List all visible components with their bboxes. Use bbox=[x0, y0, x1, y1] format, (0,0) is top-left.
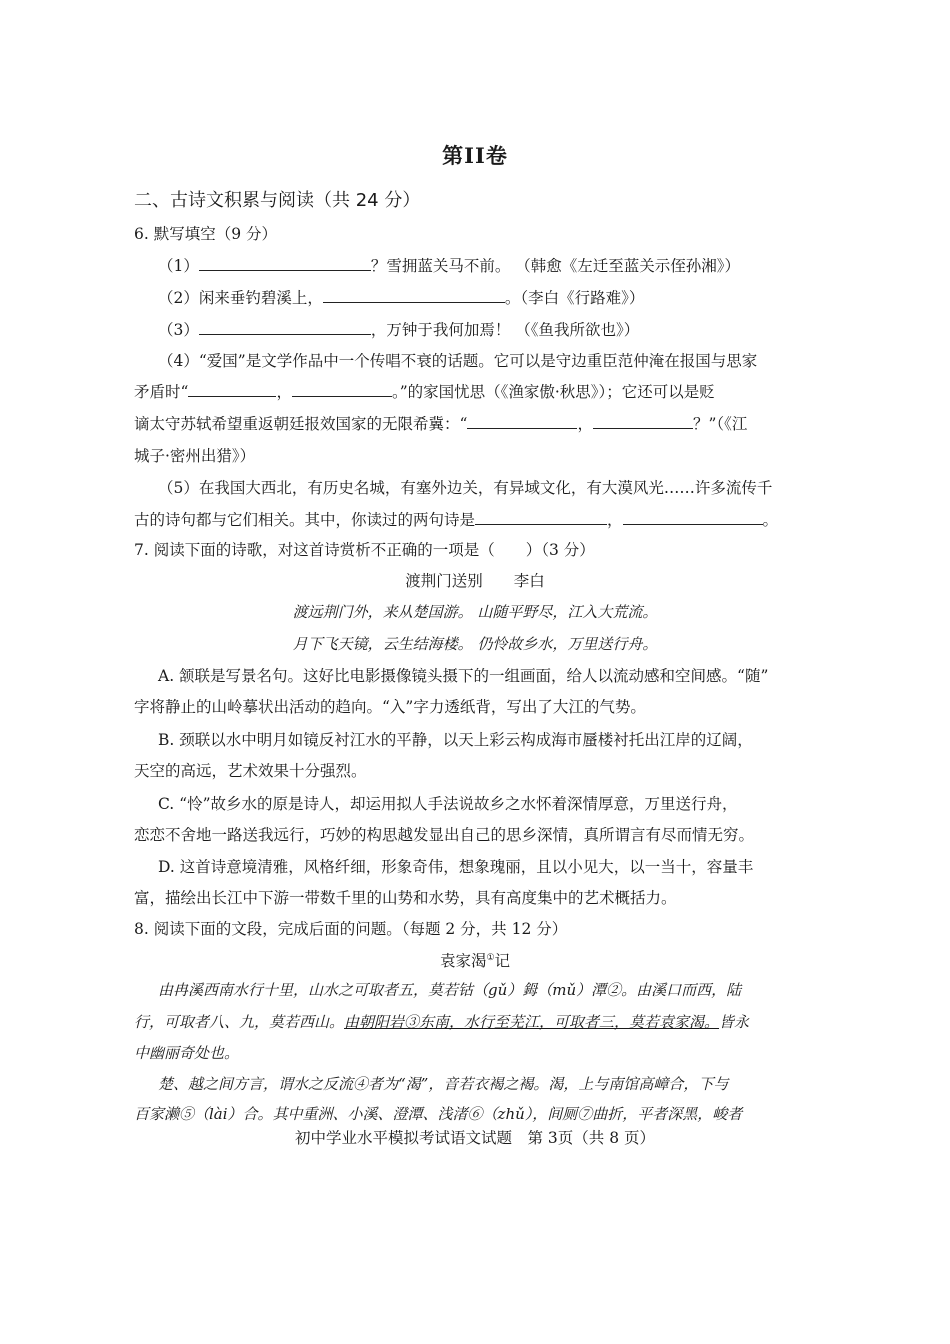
text: ， bbox=[607, 511, 623, 529]
text: 古的诗句都与它们相关。其中，你读过的两句诗是 bbox=[134, 511, 476, 529]
text: 皆永 bbox=[719, 1013, 750, 1031]
option-b-line-2: 天空的高远，艺术效果十分强烈。 bbox=[134, 762, 367, 780]
option-c-line-1: C. “怜”故乡水的原是诗人，却运用拟人手法说故乡之水怀着深情厚意，万里送行舟， bbox=[158, 795, 738, 813]
underlined-sentence: 由朝阳岩③东南，水行至芜江，可取者三，莫若袁家渴。 bbox=[344, 1013, 720, 1031]
essay-p2-line-1: 楚、越之间方言，谓水之反流④者为“渴”，音若衣褐之褐。渴，上与南馆高嶂合，下与 bbox=[158, 1075, 729, 1093]
answer-blank[interactable] bbox=[188, 382, 276, 397]
q8-heading: 8. 阅读下面的文段，完成后面的问题。（每题 2 分，共 12 分） bbox=[134, 920, 568, 938]
q6-line-4c bbox=[134, 414, 747, 434]
q6-line-1 bbox=[158, 256, 740, 276]
option-c-line-2: 恋恋不舍地一路送我远行，巧妙的构思越发显出自己的思乡深情，真所谓言有尽而情无穷。 bbox=[134, 826, 755, 844]
poem-title: 渡荆门送别 李白 bbox=[405, 572, 545, 590]
q6-line-4d: 城子·密州出猎》） bbox=[134, 447, 256, 465]
answer-blank[interactable] bbox=[467, 414, 577, 429]
text: （1） bbox=[158, 257, 199, 275]
text: ， bbox=[276, 383, 292, 401]
footnote-mark: ① bbox=[486, 953, 495, 963]
essay-p1-line-2 bbox=[134, 1012, 749, 1032]
q7-heading: 7. 阅读下面的诗歌，对这首诗赏析不正确的一项是（ ）（3 分） bbox=[134, 541, 595, 559]
text: 。”的家国忧思（《渔家傲·秋思》）；它还可以是贬 bbox=[391, 383, 715, 401]
answer-blank[interactable] bbox=[199, 256, 371, 271]
answer-blank[interactable] bbox=[292, 382, 392, 397]
text: 。（李白《行路难》） bbox=[504, 289, 645, 307]
text: ，万钟于我何加焉！ （《鱼我所欲也》） bbox=[370, 321, 640, 339]
answer-blank[interactable] bbox=[623, 510, 763, 525]
text: （3） bbox=[158, 321, 199, 339]
essay-p1-line-3: 中幽丽奇处也。 bbox=[134, 1044, 240, 1062]
text: （2）闲来垂钓碧溪上， bbox=[158, 289, 323, 307]
section-heading: 二、古诗文积累与阅读（共 24 分） bbox=[134, 190, 421, 211]
answer-blank[interactable] bbox=[475, 510, 607, 525]
text: 。 bbox=[762, 511, 779, 529]
q6-line-4b bbox=[134, 382, 715, 402]
text: ， bbox=[577, 415, 593, 433]
text: ？雪拥蓝关马不前。 （韩愈《左迁至蓝关示侄孙湘》） bbox=[370, 257, 741, 275]
text: 矛盾时“ bbox=[134, 383, 189, 401]
essay-p1-line-1: 由冉溪西南水行十里，山水之可取者五，莫若钴（gǔ）鉧（mǔ）潭②。由溪口而西，陆 bbox=[158, 981, 742, 999]
q6-line-3 bbox=[158, 320, 639, 340]
q6-line-5a: （5）在我国大西北，有历史名城，有塞外边关，有异域文化，有大漠风光……许多流传千 bbox=[158, 479, 773, 497]
option-a-line-2: 字将静止的山岭摹状出活动的趋向。“入”字力透纸背，写出了大江的气势。 bbox=[134, 698, 646, 716]
answer-blank[interactable] bbox=[593, 414, 693, 429]
text: 谪太守苏轼希望重返朝廷报效国家的无限希冀：“ bbox=[134, 415, 468, 433]
q6-line-5b bbox=[134, 510, 778, 530]
option-d-line-2: 富，描绘出长江中下游一带数千里的山势和水势，具有高度集中的艺术概括力。 bbox=[134, 889, 677, 907]
q6-line-4a: （4）“爱国”是文学作品中一个传唱不衰的话题。它可以是守边重臣范仲淹在报国与思家 bbox=[158, 352, 758, 370]
poem-line-2: 月下飞天镜，云生结海楼。 仍怜故乡水，万里送行舟。 bbox=[292, 635, 658, 653]
answer-blank[interactable] bbox=[323, 288, 505, 303]
text: 记 bbox=[494, 952, 511, 971]
text: ？”（《江 bbox=[692, 415, 748, 433]
option-d-line-1: D. 这首诗意境清雅，风格纤细，形象奇伟，想象瑰丽，且以小见大，以一当十，容量丰 bbox=[158, 858, 754, 876]
text: 行，可取者八、九，莫若西山。 bbox=[134, 1013, 345, 1031]
poem-line-1: 渡远荆门外，来从楚国游。 山随平野尽，江入大荒流。 bbox=[292, 603, 658, 621]
answer-blank[interactable] bbox=[199, 320, 371, 335]
paper-part-title: 第II卷 bbox=[442, 143, 508, 168]
q6-heading: 6. 默写填空（9 分） bbox=[134, 225, 278, 243]
page-footer: 初中学业水平模拟考试语文试题 第 3页（共 8 页） bbox=[294, 1129, 655, 1147]
essay-p2-line-2: 百家濑⑤（lài）合。其中重洲、小溪、澄潭、浅渚⑥（zhǔ），间厕⑦曲折，平者深黑，峻者 bbox=[134, 1105, 743, 1123]
option-a-line-1: A. 颔联是写景名句。这好比电影摄像镜头摄下的一组画面，给人以流动感和空间感。“随” bbox=[158, 667, 769, 685]
q6-line-2 bbox=[158, 288, 644, 308]
essay-title bbox=[0, 948, 950, 971]
text: 袁家渴 bbox=[439, 952, 487, 971]
option-b-line-1: B. 颈联以水中明月如镜反衬江水的平静，以天上彩云构成海市蜃楼衬托出江岸的辽阔， bbox=[158, 731, 753, 749]
